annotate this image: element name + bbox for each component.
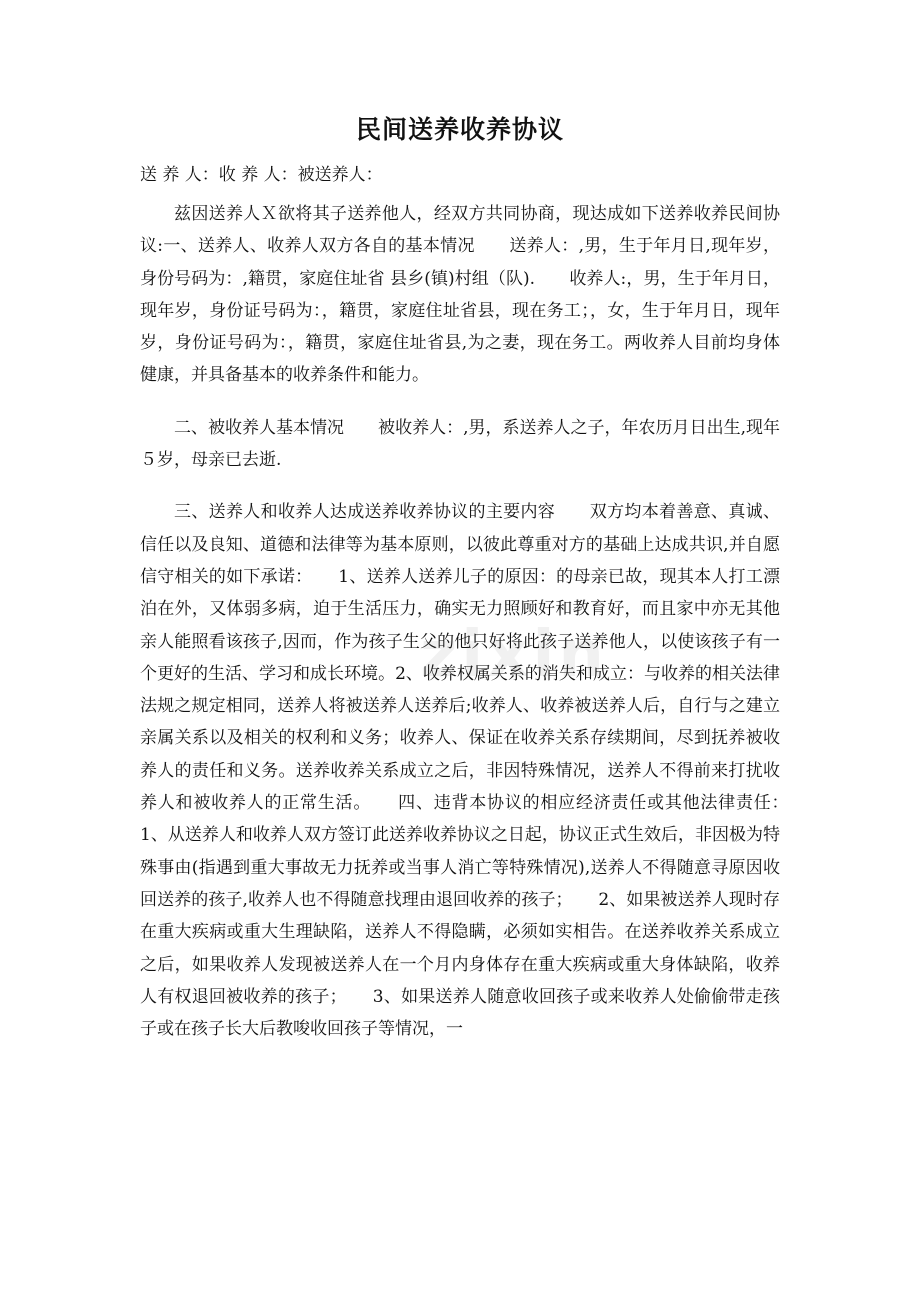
parties-line: 送 养 人：收 养 人：被送养人： [140, 165, 383, 185]
document-title: 民间送养收养协议 [355, 115, 564, 144]
document-body [140, 198, 814, 1045]
paragraph-agreement-content: 三、送养人和收养人达成送养收养协议的主要内容 双方均本着善意、真诚、信任以及良知、道德和法律等为基本原则，以彼此尊重对方的基础上达成共识,并自愿信守相关的如下承诺： 1、送养人送养儿子的原因：的母亲已故，现其本人打工漂泊在外，又体弱多病，迫于生活压力，确实无力照顾好和教育好，而且家中亦无其他亲人能照看该孩子,因而，作为孩子生父的他只好将此孩子送养他人，以使该孩子有一个更好的生活、学习和成长环境。2、收养权属关系的消失和成立：与收养的相关法律法规之规定相同，送养人将被送养人送养后;收养人、收养被送养人后，自行与之建立亲属关系以及相关的权利和义务；收养人、保证在收养关系存续期间，尽到抚养被收养人的责任和义务。送养收养关系成立之后，非因特殊情况，送养人不得前来打扰收养人和被收养人的正常生活。 四、违背本协议的相应经济责任或其他法律责任： 1、从送养人和收养人双方签订此送养收养协议之日起，协议正式生效后，非因极为特殊事由(指遇到重大事故无力抚养或当事人消亡等特殊情况),送养人不得随意寻原因收回送养的孩子,收养人也不得随意找理由退回收养的孩子； 2、如果被送养人现时存在重大疾病或重大生理缺陷，送养人不得隐瞒，必须如实相告。在送养收养关系成立之后，如果收养人发现被送养人在一个月内身体存在重大疾病或重大身体缺陷，收养人有权退回被收养的孩子； 3、如果送养人随意收回孩子或来收养人处偷偷带走孩子或在孩子长大后教唆收回孩子等情况，一 [140, 502, 814, 1040]
paragraph-basic-info: 兹因送养人Ｘ欲将其子送养他人，经双方共同协商，现达成如下送养收养民间协议:一、送养人、收养人双方各自的基本情况 送养人：,男，生于年月日,现年岁，身份号码为：,籍贯，家庭住址省 县乡(镇)村组（队). 收养人:，男，生于年月日，现年岁，身份证号码为：，籍贯，家庭住址省县，现在务工；，女，生于年月日，现年岁，身份证号码为：，籍贯，家庭住址省县,为之妻，现在务工。两收养人目前均身体健康，并具备基本的收养条件和能力。 [140, 204, 780, 386]
watermark: zixin [420, 618, 608, 692]
paragraph-adoptee-info: 二、被收养人基本情况 被收养人：,男，系送养人之子，年农历月日出生,现年５岁，母亲已去逝. [140, 417, 780, 471]
